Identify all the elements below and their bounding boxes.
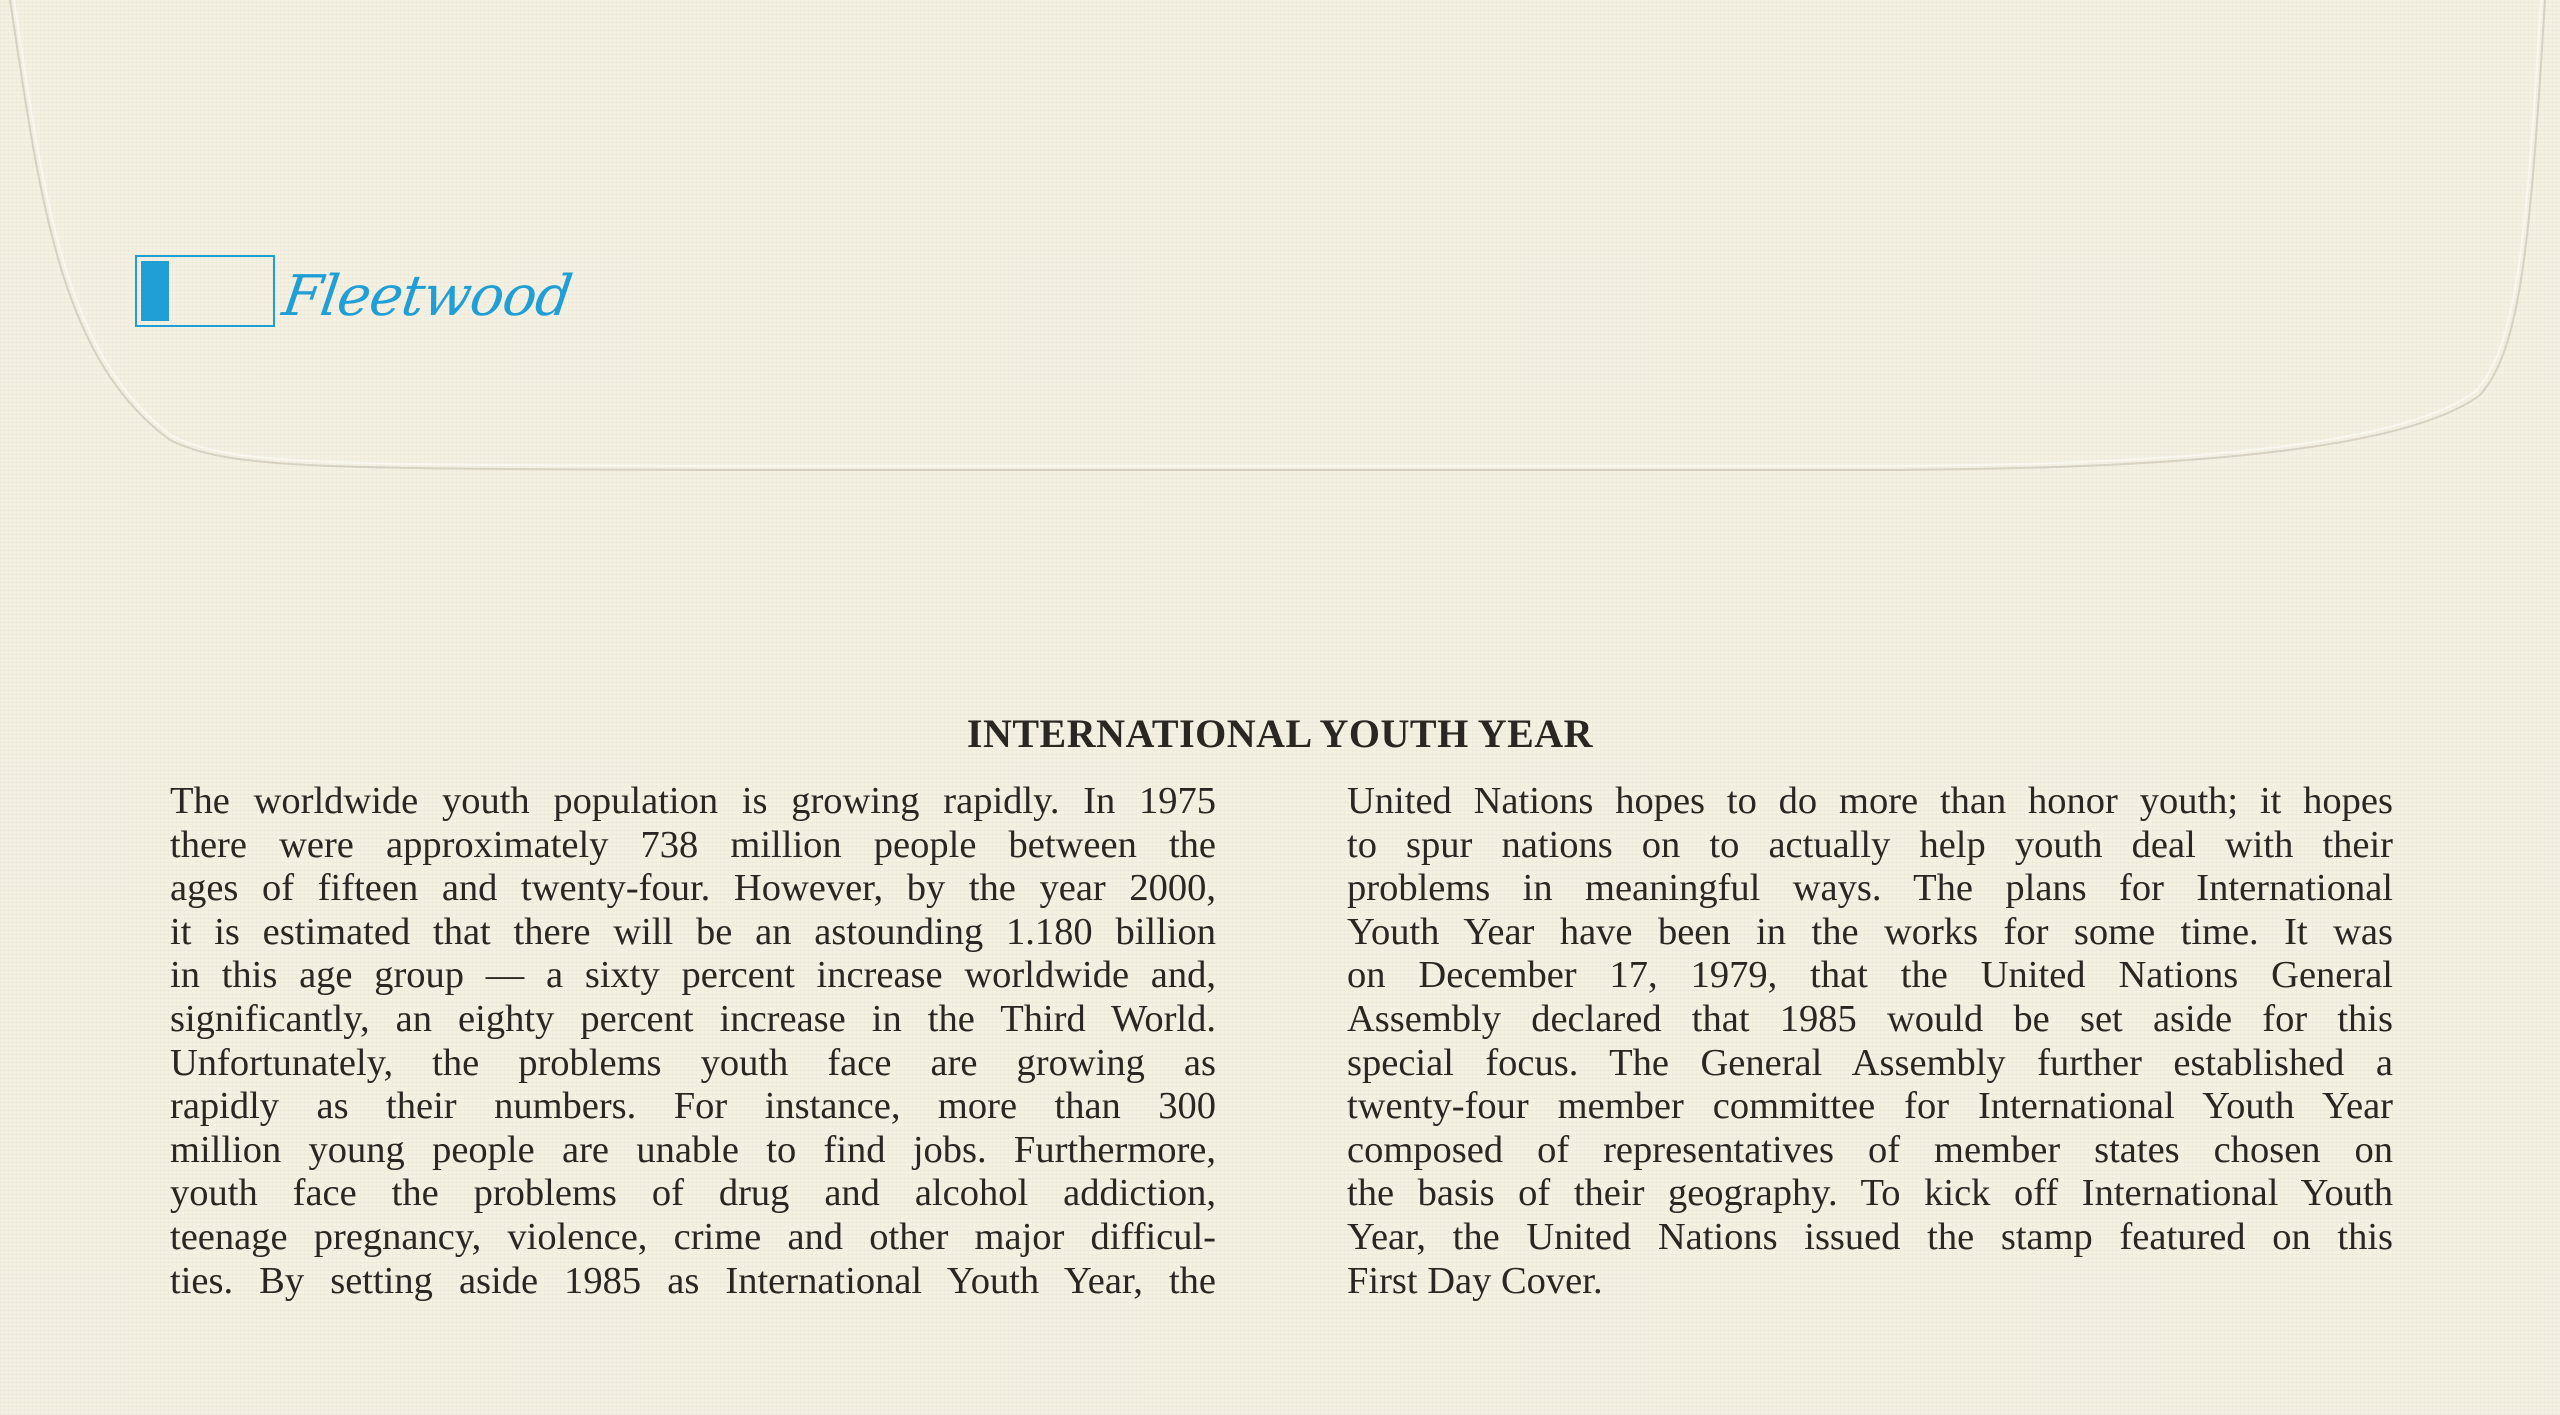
text-line: to spur nations on to actually help youth deal with their — [1347, 823, 2393, 866]
text-line: Year, the United Nations issued the stamp featured on this — [1347, 1215, 2393, 1258]
text-line: youth face the problems of drug and alcohol addiction, — [170, 1172, 1216, 1215]
text-line: composed of representatives of member states chosen on — [1347, 1128, 2393, 1171]
logo-fill-block — [141, 261, 169, 321]
logo-box-icon — [135, 255, 275, 327]
text-line: teenage pregnancy, violence, crime and other major difficul- — [170, 1215, 1216, 1258]
article-column-right — [1347, 780, 2393, 1303]
text-line: it is estimated that there will be an astounding 1.180 billion — [170, 910, 1216, 953]
article-column-left — [170, 780, 1216, 1303]
text-line: United Nations hopes to do more than honor youth; it hopes — [1347, 780, 2393, 822]
text-line: twenty-four member committee for International Youth Year — [1347, 1085, 2393, 1128]
text-line: Assembly declared that 1985 would be set aside for this — [1347, 997, 2393, 1040]
text-line: ages of fifteen and twenty-four. However, by the year 2000, — [170, 867, 1216, 910]
text-line: The worldwide youth population is growing rapidly. In 1975 — [170, 780, 1216, 822]
text-line: the basis of their geography. To kick off International Youth — [1347, 1172, 2393, 1215]
brand-name: Fleetwood — [278, 264, 576, 329]
text-line: special focus. The General Assembly further established a — [1347, 1041, 2393, 1084]
text-line: rapidly as their numbers. For instance, more than 300 — [170, 1085, 1216, 1128]
text-line: there were approximately 738 million people between the — [170, 823, 1216, 866]
text-line: Youth Year have been in the works for some time. It was — [1347, 910, 2393, 953]
text-line: First Day Cover. — [1347, 1259, 1603, 1302]
fleetwood-logo — [135, 255, 576, 329]
text-line: problems in meaningful ways. The plans for International — [1347, 867, 2393, 910]
text-line: ties. By setting aside 1985 as International Youth Year, the — [170, 1259, 1216, 1302]
text-line: million young people are unable to find jobs. Furthermore, — [170, 1128, 1216, 1171]
article-title: INTERNATIONAL YOUTH YEAR — [966, 711, 1594, 756]
text-line: Unfortunately, the problems youth face are growing as — [170, 1041, 1216, 1084]
text-line: on December 17, 1979, that the United Nations General — [1347, 954, 2393, 997]
text-line: in this age group — a sixty percent increase worldwide and, — [170, 954, 1216, 997]
text-line: significantly, an eighty percent increase in the Third World. — [170, 997, 1216, 1040]
